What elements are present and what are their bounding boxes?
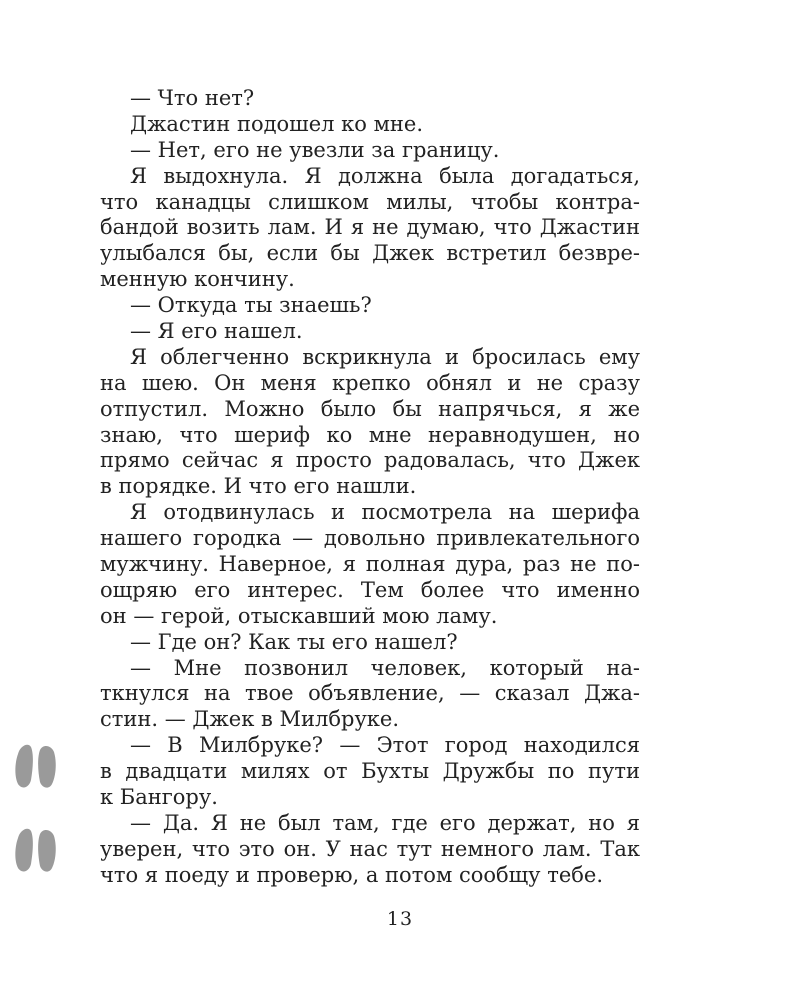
text-line: отпустил. Можно было бы напрячься, я же [100, 396, 640, 421]
text-line: — Что нет? [130, 86, 255, 110]
text-line: Джастин подошел ко мне. [130, 111, 424, 136]
text-line: Я облегченно вскрикнула и бросилась ему [130, 344, 640, 369]
text-line: менную кончину. [100, 267, 295, 292]
text-line: прямо сейчас я просто радовалась, что Джек [100, 448, 640, 473]
text-line: мужчину. Наверное, я полная дура, раз не по- [100, 552, 640, 577]
text-line: в порядке. И что его нашли. [100, 474, 417, 499]
text-line: ткнулся на твое объявление, — сказал Джа- [100, 681, 640, 706]
text-line: ощряю его интерес. Тем более что именно [100, 577, 640, 602]
text-line: к Бангору. [100, 785, 218, 810]
text-line: уверен, что это он. У нас тут немного лам. Так [100, 836, 640, 861]
text-line: стин. — Джек в Милбруке. [100, 707, 400, 732]
text-line: — Откуда ты знаешь? [130, 293, 372, 318]
text-line: что канадцы слишком милы, чтобы контра- [100, 189, 640, 214]
text-line: Я выдохнула. Я должна была догадаться, [130, 163, 640, 188]
text-line: — Я его нашел. [130, 319, 303, 344]
llama-hoofprint-icon [14, 826, 58, 876]
text-line: — В Милбруке? — Этот город находился [130, 733, 640, 758]
text-line: нашего городка — довольно привлекательного [100, 526, 640, 551]
text-line: он — герой, отыскавший мою ламу. [100, 603, 498, 628]
text-line: — Где он? Как ты его нашел? [130, 629, 458, 654]
text-line: бандой возить лам. И я не думаю, что Джастин [100, 215, 640, 240]
text-line: что я поеду и проверю, а потом сообщу тебе. [100, 862, 603, 887]
text-line: улыбался бы, если бы Джек встретил безвре- [100, 241, 640, 266]
text-line: знаю, что шериф ко мне неравнодушен, но [100, 422, 640, 447]
text-line: Я отодвинулась и посмотрела на шерифа [130, 500, 640, 525]
text-line: на шею. Он меня крепко обнял и не сразу [100, 370, 640, 395]
text-line: в двадцати милях от Бухты Дружбы по пути [100, 759, 640, 784]
text-line: — Нет, его не увезли за границу. [130, 137, 500, 162]
llama-hoofprint-icon [14, 742, 58, 792]
text-line: — Да. Я не был там, где его держат, но я [130, 810, 640, 835]
body-text [100, 86, 640, 889]
page-number: 13 [386, 908, 414, 930]
text-line: — Мне позвонил человек, который на- [130, 655, 640, 680]
